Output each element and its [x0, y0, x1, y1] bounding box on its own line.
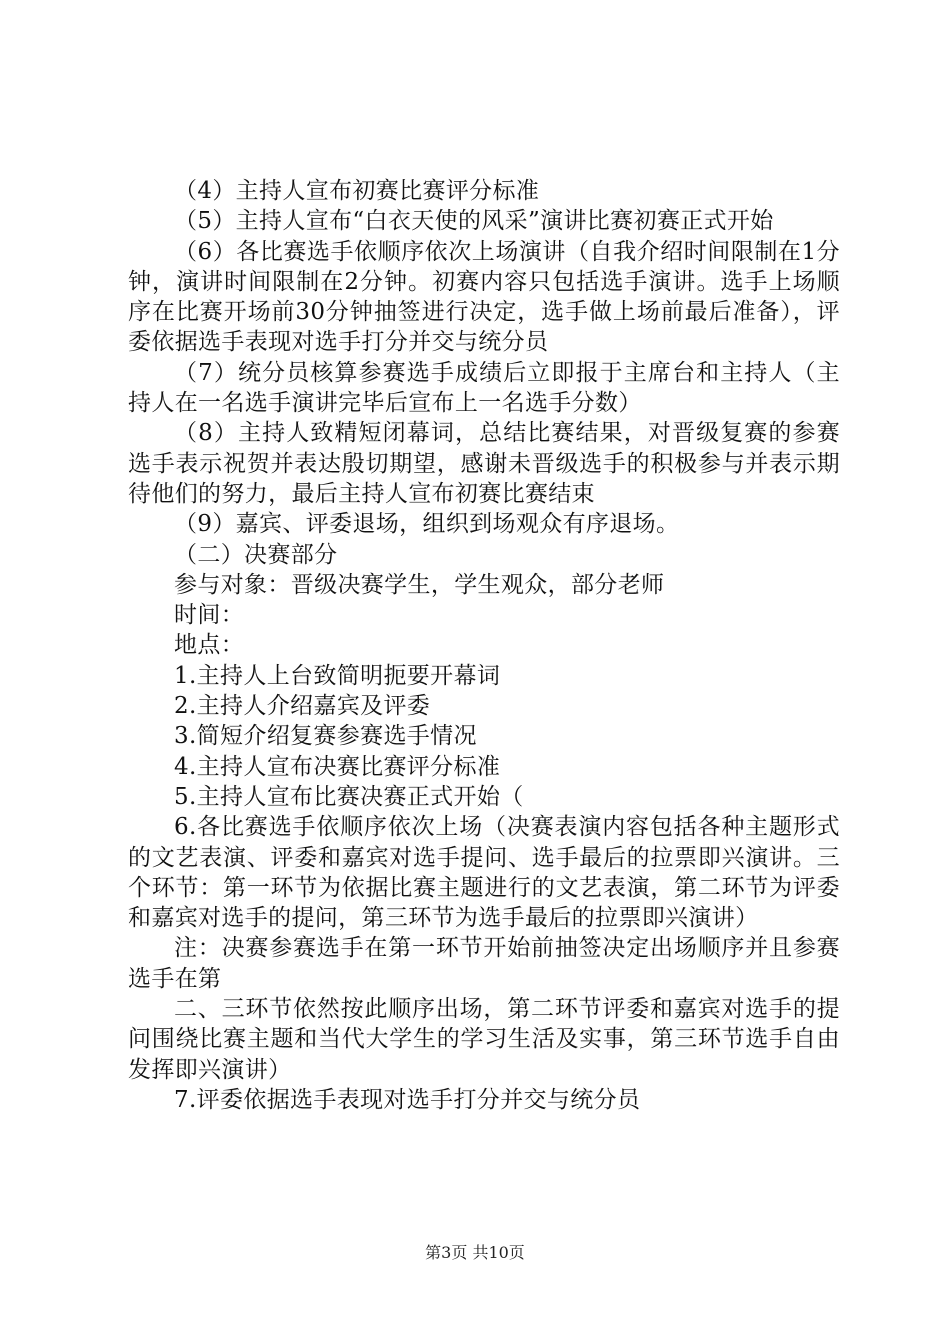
paragraph: （7）统分员核算参赛选手成绩后立即报于主席台和主持人（主持人在一名选手演讲完毕后宣布上一名选手分数）: [128, 359, 840, 417]
list-item: 6.各比赛选手依顺序依次上场（决赛表演内容包括各种主题形式的文艺表演、评委和嘉宾对选手提问、选手最后的拉票即兴演讲。三个环节：第一环节为依据比赛主题进行的文艺表演，第二环节为评委和嘉宾对选手的提问，第三环节为选手最后的拉票即兴演讲）: [128, 814, 840, 932]
page-number-footer: 第3页 共10页: [425, 1243, 525, 1262]
paragraph: 参与对象：晋级决赛学生，学生观众，部分老师: [174, 571, 665, 598]
paragraph: （8）主持人致精短闭幕词，总结比赛结果，对晋级复赛的参赛选手表示祝贺并表达殷切期望，感谢未晋级选手的积极参与并表示期待他们的努力，最后主持人宣布初赛比赛结束: [128, 420, 840, 507]
list-item: 2.主持人介绍嘉宾及评委: [174, 693, 431, 720]
list-item: 3.简短介绍复赛参赛选手情况: [174, 723, 477, 750]
paragraph: （5）主持人宣布“白衣天使的风采”演讲比赛初赛正式开始: [174, 208, 774, 235]
paragraph: （6）各比赛选手依顺序依次上场演讲（自我介绍时间限制在1分钟，演讲时间限制在2分钟。初赛内容只包括选手演讲。选手上场顺序在比赛开场前30分钟抽签进行决定，选手做上场前最后准备），评委依据选手表现对选手打分并交与统分员: [128, 238, 840, 356]
paragraph: （9）嘉宾、评委退场，组织到场观众有序退场。: [174, 511, 680, 538]
list-item: 5.主持人宣布比赛决赛正式开始（: [174, 783, 524, 810]
paragraph: （4）主持人宣布初赛比赛评分标准: [174, 178, 540, 204]
list-item: 4.主持人宣布决赛比赛评分标准: [174, 753, 501, 780]
paragraph: 二、三环节依然按此顺序出场，第二环节评委和嘉宾对选手的提问围绕比赛主题和当代大学生的学习生活及实事，第三环节选手自由发挥即兴演讲）: [128, 996, 840, 1083]
note-paragraph: 注：决赛参赛选手在第一环节开始前抽签决定出场顺序并且参赛选手在第: [128, 935, 840, 992]
list-item: 7.评委依据选手表现对选手打分并交与统分员: [174, 1086, 641, 1113]
section-heading: （二）决赛部分: [174, 541, 338, 568]
document-body: [128, 176, 840, 1115]
list-item: 1.主持人上台致简明扼要开幕词: [174, 662, 501, 689]
paragraph: 时间：: [174, 602, 245, 629]
paragraph: 地点：: [174, 632, 245, 659]
